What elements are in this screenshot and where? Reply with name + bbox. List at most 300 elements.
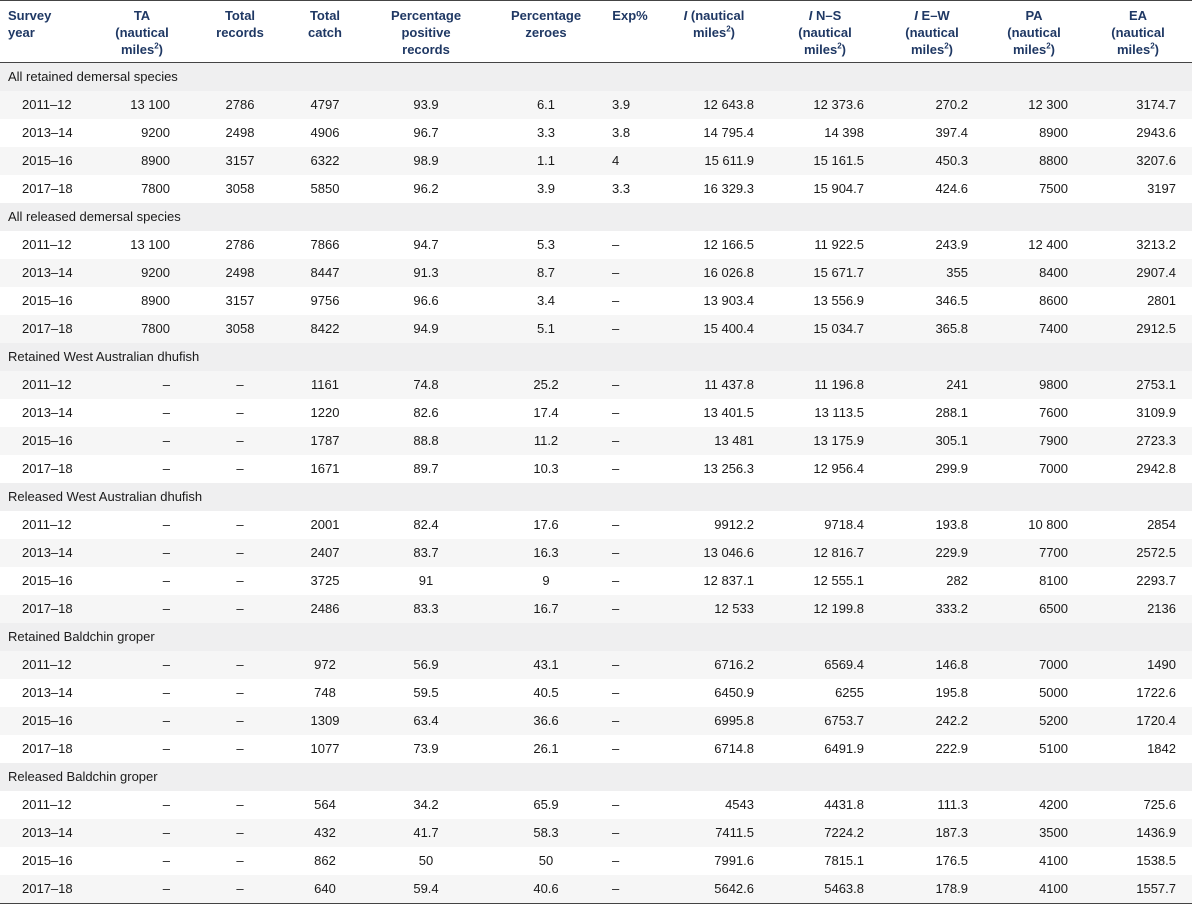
cell-pos: 34.2 xyxy=(413,797,439,812)
table-row xyxy=(0,791,1192,819)
cell-ta: 9200 xyxy=(92,259,192,287)
table-row xyxy=(0,511,1192,539)
table-row xyxy=(0,847,1192,875)
cell-exp: – xyxy=(612,797,620,812)
cell-records: 2786 xyxy=(225,237,255,252)
cell-records: – xyxy=(236,405,244,420)
cell-year: 2011–12 xyxy=(22,517,72,532)
cell-catch: 5850 xyxy=(310,181,340,196)
cell-ea: 3174.7 xyxy=(1084,91,1192,119)
cell-ins: 15 671.7 xyxy=(770,259,880,287)
cell-records: – xyxy=(192,539,288,567)
cell-ins: 13 113.5 xyxy=(814,405,864,420)
group-title: Retained Baldchin groper xyxy=(0,623,1192,651)
cell-ins: 15 034.7 xyxy=(770,315,880,343)
cell-pa: 8400 xyxy=(984,259,1084,287)
cell-exp: – xyxy=(602,427,658,455)
cell-records: – xyxy=(192,595,288,623)
cell-ta: – xyxy=(92,595,192,623)
cell-pos: 91 xyxy=(418,573,434,588)
cell-i: 15 611.9 xyxy=(658,147,770,175)
cell-ins: 6491.9 xyxy=(824,741,864,756)
cell-zero: 8.7 xyxy=(490,259,602,287)
cell-records: – xyxy=(236,461,244,476)
cell-iew: 195.8 xyxy=(935,685,968,700)
cell-catch: 6322 xyxy=(288,147,362,175)
cell-ta: – xyxy=(92,539,192,567)
cell-pa: 12 300 xyxy=(984,91,1084,119)
cell-iew: 242.2 xyxy=(880,707,984,735)
cell-year: 2015–16 xyxy=(22,293,73,308)
table-row xyxy=(0,231,1192,259)
cell-catch: 9756 xyxy=(310,293,340,308)
cell-ea: 2943.6 xyxy=(1136,125,1176,140)
cell-ins: 9718.4 xyxy=(824,517,864,532)
cell-pos: 41.7 xyxy=(362,819,490,847)
cell-year: 2013–14 xyxy=(0,819,92,847)
cell-zero: 65.9 xyxy=(533,797,559,812)
cell-pos: 94.9 xyxy=(362,315,490,343)
cell-ta: 7800 xyxy=(141,181,170,196)
cell-ins: 11 196.8 xyxy=(770,371,880,399)
cell-iew: 305.1 xyxy=(880,427,984,455)
cell-ins: 7815.1 xyxy=(824,853,864,868)
cell-year: 2013–14 xyxy=(22,125,73,140)
cell-ea: 2753.1 xyxy=(1084,371,1192,399)
cell-records: – xyxy=(192,707,288,735)
cell-year: 2013–14 xyxy=(22,405,73,420)
cell-zero: 58.3 xyxy=(490,819,602,847)
cell-ea: 3207.6 xyxy=(1084,147,1192,175)
table-row xyxy=(0,819,1192,847)
header-percentage-zeroes: Percentage zeroes xyxy=(490,1,602,63)
cell-ins: 4431.8 xyxy=(824,797,864,812)
cell-ta: – xyxy=(92,819,192,847)
cell-pa: 8800 xyxy=(984,147,1084,175)
table-row xyxy=(0,287,1192,315)
cell-ins: 12 199.8 xyxy=(770,595,880,623)
cell-ins: 12 816.7 xyxy=(770,539,880,567)
cell-pa: 9800 xyxy=(984,371,1084,399)
cell-pos: 73.9 xyxy=(413,741,439,756)
table-row xyxy=(0,875,1192,904)
cell-zero: 5.1 xyxy=(490,315,602,343)
cell-year: 2017–18 xyxy=(0,875,92,904)
cell-zero: 25.2 xyxy=(490,371,602,399)
cell-iew: 365.8 xyxy=(880,315,984,343)
cell-catch: 2407 xyxy=(288,539,362,567)
cell-ea: 1722.6 xyxy=(1136,685,1176,700)
table-row xyxy=(0,147,1192,175)
cell-pos: 56.9 xyxy=(362,651,490,679)
cell-zero: 11.2 xyxy=(490,427,602,455)
cell-ta: – xyxy=(162,797,170,812)
cell-zero: 50 xyxy=(538,853,554,868)
cell-ta: 8900 xyxy=(92,147,192,175)
cell-iew: 424.6 xyxy=(935,181,968,196)
table-row xyxy=(0,679,1192,707)
cell-i: 15 400.4 xyxy=(658,315,770,343)
cell-i: 16 026.8 xyxy=(658,259,770,287)
cell-records: – xyxy=(236,797,244,812)
cell-pos: 82.4 xyxy=(413,517,439,532)
cell-ea: 3109.9 xyxy=(1136,405,1176,420)
cell-pos: 94.7 xyxy=(413,237,439,252)
cell-exp: – xyxy=(602,595,658,623)
cell-ea: 2942.8 xyxy=(1136,461,1176,476)
table-row xyxy=(0,259,1192,287)
cell-pa: 7000 xyxy=(1039,461,1068,476)
cell-year: 2017–18 xyxy=(22,461,73,476)
cell-pos: 91.3 xyxy=(362,259,490,287)
cell-year: 2015–16 xyxy=(0,147,92,175)
table-row xyxy=(0,175,1192,203)
cell-zero: 3.9 xyxy=(536,181,556,196)
cell-pa: 5100 xyxy=(1039,741,1068,756)
cell-exp: – xyxy=(602,875,658,904)
cell-i: 4543 xyxy=(725,797,754,812)
cell-i: 6995.8 xyxy=(658,707,770,735)
group-header-row xyxy=(0,483,1192,511)
table-row xyxy=(0,315,1192,343)
cell-ta: – xyxy=(92,651,192,679)
cell-year: 2015–16 xyxy=(22,573,73,588)
cell-zero: 17.4 xyxy=(533,405,559,420)
cell-records: – xyxy=(192,651,288,679)
cell-records: 3157 xyxy=(225,293,255,308)
cell-iew: 397.4 xyxy=(935,125,968,140)
cell-i: 6450.9 xyxy=(714,685,754,700)
cell-pa: 7500 xyxy=(1039,181,1068,196)
cell-pa: 8600 xyxy=(1039,293,1068,308)
cell-exp: – xyxy=(612,517,620,532)
cell-ta: 7800 xyxy=(92,315,192,343)
cell-year: 2011–12 xyxy=(0,371,92,399)
header-i: I (nautical miles$^2$) xyxy=(658,1,770,63)
cell-pos: 96.2 xyxy=(413,181,439,196)
cell-pos: 93.9 xyxy=(362,91,490,119)
cell-ea: 2912.5 xyxy=(1084,315,1192,343)
cell-ea: 1720.4 xyxy=(1084,707,1192,735)
cell-iew: 222.9 xyxy=(935,741,968,756)
cell-catch: 2001 xyxy=(310,517,340,532)
cell-ta: – xyxy=(92,875,192,904)
cell-ta: – xyxy=(162,461,170,476)
cell-pos: 96.6 xyxy=(413,293,439,308)
group-header-row xyxy=(0,63,1192,92)
cell-catch: 7866 xyxy=(310,237,340,252)
cell-i: 11 437.8 xyxy=(658,371,770,399)
cell-ins: 15 161.5 xyxy=(770,147,880,175)
cell-pos: 83.3 xyxy=(362,595,490,623)
cell-records: – xyxy=(236,741,244,756)
cell-catch: 1161 xyxy=(288,371,362,399)
cell-iew: 176.5 xyxy=(935,853,968,868)
cell-ins: 7224.2 xyxy=(770,819,880,847)
cell-ins: 14 398 xyxy=(824,125,864,140)
cell-exp: – xyxy=(612,573,620,588)
cell-ta: – xyxy=(162,517,170,532)
header-ea: EA (nautical miles$^2$) xyxy=(1084,1,1192,63)
cell-i: 7411.5 xyxy=(658,819,770,847)
cell-exp: – xyxy=(612,853,620,868)
cell-ins: 6255 xyxy=(835,685,864,700)
cell-exp: – xyxy=(612,461,620,476)
cell-ta: 8900 xyxy=(141,293,170,308)
cell-ta: – xyxy=(92,371,192,399)
cell-catch: 640 xyxy=(288,875,362,904)
cell-exp: – xyxy=(612,237,620,252)
cell-ea: 3197 xyxy=(1147,181,1176,196)
cell-pa: 7400 xyxy=(984,315,1084,343)
cell-i: 9912.2 xyxy=(714,517,754,532)
cell-ta: – xyxy=(162,741,170,756)
cell-i: 7991.6 xyxy=(714,853,754,868)
cell-catch: 1309 xyxy=(288,707,362,735)
cell-i: 13 046.6 xyxy=(658,539,770,567)
cell-catch: 4906 xyxy=(310,125,340,140)
cell-exp: – xyxy=(612,293,620,308)
cell-iew: 282 xyxy=(946,573,968,588)
cell-catch: 8422 xyxy=(288,315,362,343)
cell-records: 2498 xyxy=(192,259,288,287)
cell-year: 2017–18 xyxy=(0,595,92,623)
cell-zero: 5.3 xyxy=(536,237,556,252)
cell-year: 2011–12 xyxy=(0,651,92,679)
cell-zero: 40.6 xyxy=(490,875,602,904)
cell-exp: – xyxy=(602,819,658,847)
cell-i: 12 533 xyxy=(658,595,770,623)
table-row xyxy=(0,539,1192,567)
cell-iew: 299.9 xyxy=(935,461,968,476)
cell-pa: 12 400 xyxy=(1028,237,1068,252)
table-row xyxy=(0,399,1192,427)
cell-pa: 6500 xyxy=(984,595,1084,623)
cell-pos: 82.6 xyxy=(413,405,439,420)
cell-catch: 1787 xyxy=(288,427,362,455)
cell-records: 3157 xyxy=(192,147,288,175)
cell-iew: 243.9 xyxy=(935,237,968,252)
cell-iew: 346.5 xyxy=(935,293,968,308)
cell-catch: 862 xyxy=(314,853,336,868)
cell-exp: – xyxy=(602,707,658,735)
cell-i: 5642.6 xyxy=(658,875,770,904)
cell-zero: 1.1 xyxy=(490,147,602,175)
cell-year: 2011–12 xyxy=(22,237,72,252)
header-total-records: Total records xyxy=(192,1,288,63)
cell-records: – xyxy=(192,819,288,847)
cell-ea: 2854 xyxy=(1147,517,1176,532)
cell-zero: 10.3 xyxy=(533,461,559,476)
cell-records: 2786 xyxy=(192,91,288,119)
cell-zero: 16.7 xyxy=(490,595,602,623)
cell-pos: 89.7 xyxy=(413,461,439,476)
cell-i: 13 256.3 xyxy=(703,461,754,476)
cell-pa: 7900 xyxy=(984,427,1084,455)
group-title: All retained demersal species xyxy=(0,63,1192,92)
cell-ta: – xyxy=(162,685,170,700)
cell-year: 2013–14 xyxy=(0,539,92,567)
cell-catch: 432 xyxy=(288,819,362,847)
cell-iew: 355 xyxy=(880,259,984,287)
cell-catch: 4797 xyxy=(288,91,362,119)
cell-zero: 9 xyxy=(542,573,550,588)
cell-records: – xyxy=(236,685,244,700)
cell-year: 2011–12 xyxy=(0,91,92,119)
header-exp: Exp% xyxy=(602,1,658,63)
table-row xyxy=(0,707,1192,735)
cell-ta: – xyxy=(92,427,192,455)
cell-year: 2017–18 xyxy=(22,741,73,756)
cell-i: 6716.2 xyxy=(658,651,770,679)
cell-iew: 229.9 xyxy=(880,539,984,567)
cell-ta: – xyxy=(162,853,170,868)
cell-pa: 4200 xyxy=(1039,797,1068,812)
cell-pa: 4100 xyxy=(1039,853,1068,868)
cell-catch: 3725 xyxy=(310,573,340,588)
cell-ins: 12 555.1 xyxy=(813,573,864,588)
cell-ea: 725.6 xyxy=(1143,797,1176,812)
cell-ea: 1557.7 xyxy=(1084,875,1192,904)
cell-iew: 241 xyxy=(880,371,984,399)
cell-pos: 83.7 xyxy=(362,539,490,567)
cell-ins: 5463.8 xyxy=(770,875,880,904)
cell-ea: 3213.2 xyxy=(1136,237,1176,252)
group-title: All released demersal species xyxy=(0,203,1192,231)
cell-records: – xyxy=(192,427,288,455)
cell-records: 3058 xyxy=(192,315,288,343)
cell-catch: 1220 xyxy=(310,405,340,420)
cell-ea: 2572.5 xyxy=(1084,539,1192,567)
cell-records: – xyxy=(192,875,288,904)
cell-i: 12 837.1 xyxy=(703,573,754,588)
cell-zero: 3.4 xyxy=(536,293,556,308)
header-percentage-positive: Percentage positive records xyxy=(362,1,490,63)
cell-year: 2015–16 xyxy=(0,427,92,455)
cell-i: 14 795.4 xyxy=(703,125,754,140)
cell-ta: – xyxy=(162,573,170,588)
cell-ea: 1842 xyxy=(1147,741,1176,756)
header-ta: TA (nautical miles$^2$) xyxy=(92,1,192,63)
cell-records: 2498 xyxy=(225,125,255,140)
cell-exp: – xyxy=(602,259,658,287)
cell-iew: 193.8 xyxy=(935,517,968,532)
cell-i: 12 166.5 xyxy=(703,237,754,252)
cell-exp: – xyxy=(602,315,658,343)
group-header-row xyxy=(0,763,1192,791)
cell-ins: 15 904.7 xyxy=(813,181,864,196)
cell-pa: 5200 xyxy=(984,707,1084,735)
cell-year: 2011–12 xyxy=(22,797,72,812)
cell-iew: 288.1 xyxy=(935,405,968,420)
cell-exp: – xyxy=(602,371,658,399)
cell-catch: 564 xyxy=(314,797,336,812)
cell-ta: 9200 xyxy=(141,125,170,140)
table-row xyxy=(0,595,1192,623)
cell-pa: 4100 xyxy=(984,875,1084,904)
cell-iew: 111.3 xyxy=(937,797,968,812)
cell-zero: 6.1 xyxy=(490,91,602,119)
cell-pa: 7000 xyxy=(984,651,1084,679)
cell-ta: – xyxy=(92,707,192,735)
cell-pa: 7700 xyxy=(984,539,1084,567)
group-header-row xyxy=(0,203,1192,231)
table-row xyxy=(0,371,1192,399)
cell-ins: 13 556.9 xyxy=(813,293,864,308)
cell-records: – xyxy=(236,573,244,588)
cell-pos: 63.4 xyxy=(362,707,490,735)
cell-iew: 146.8 xyxy=(880,651,984,679)
cell-ea: 2723.3 xyxy=(1084,427,1192,455)
table-row xyxy=(0,735,1192,763)
table-row xyxy=(0,427,1192,455)
cell-exp: 3.9 xyxy=(602,91,658,119)
group-title: Released West Australian dhufish xyxy=(0,483,1192,511)
cell-catch: 2486 xyxy=(288,595,362,623)
cell-exp: 3.3 xyxy=(612,181,631,196)
cell-catch: 748 xyxy=(314,685,336,700)
cell-iew: 187.3 xyxy=(880,819,984,847)
header-survey-year: Survey year xyxy=(0,1,92,63)
cell-pos: 88.8 xyxy=(362,427,490,455)
header-pa: PA (nautical miles$^2$) xyxy=(984,1,1084,63)
cell-ea: 1490 xyxy=(1084,651,1192,679)
cell-ea: 2907.4 xyxy=(1084,259,1192,287)
group-title: Retained West Australian dhufish xyxy=(0,343,1192,371)
cell-pos: 96.7 xyxy=(413,125,439,140)
cell-catch: 1671 xyxy=(310,461,340,476)
cell-pa: 10 800 xyxy=(1028,517,1068,532)
cell-zero: 3.3 xyxy=(536,125,556,140)
cell-pos: 59.4 xyxy=(362,875,490,904)
cell-ea: 2293.7 xyxy=(1136,573,1176,588)
cell-ins: 6753.7 xyxy=(770,707,880,735)
cell-ea: 1436.9 xyxy=(1084,819,1192,847)
header-i-ns: I N–S (nautical miles$^2$) xyxy=(770,1,880,63)
cell-exp: – xyxy=(602,651,658,679)
cell-year: 2017–18 xyxy=(0,315,92,343)
cell-pa: 3500 xyxy=(984,819,1084,847)
cell-ta: – xyxy=(162,405,170,420)
table-row xyxy=(0,119,1192,147)
cell-records: – xyxy=(192,371,288,399)
header-total-catch: Total catch xyxy=(288,1,362,63)
cell-catch: 1077 xyxy=(310,741,340,756)
cell-year: 2015–16 xyxy=(22,853,73,868)
cell-ins: 11 922.5 xyxy=(814,237,864,252)
cell-iew: 450.3 xyxy=(880,147,984,175)
cell-pos: 74.8 xyxy=(362,371,490,399)
cell-i: 6714.8 xyxy=(714,741,754,756)
cell-pos: 98.9 xyxy=(362,147,490,175)
cell-exp: – xyxy=(612,685,620,700)
cell-exp: – xyxy=(612,405,620,420)
cell-ins: 12 956.4 xyxy=(813,461,864,476)
cell-year: 2013–14 xyxy=(22,685,73,700)
cell-pa: 7600 xyxy=(1039,405,1068,420)
cell-year: 2017–18 xyxy=(22,181,73,196)
group-header-row xyxy=(0,343,1192,371)
cell-ea: 2801 xyxy=(1147,293,1176,308)
cell-i: 13 481 xyxy=(658,427,770,455)
cell-i: 12 643.8 xyxy=(658,91,770,119)
cell-records: – xyxy=(236,517,244,532)
cell-pa: 8900 xyxy=(1039,125,1068,140)
cell-pa: 8100 xyxy=(1039,573,1068,588)
cell-pos: 50 xyxy=(418,853,434,868)
table-body xyxy=(0,63,1192,904)
table-row xyxy=(0,91,1192,119)
